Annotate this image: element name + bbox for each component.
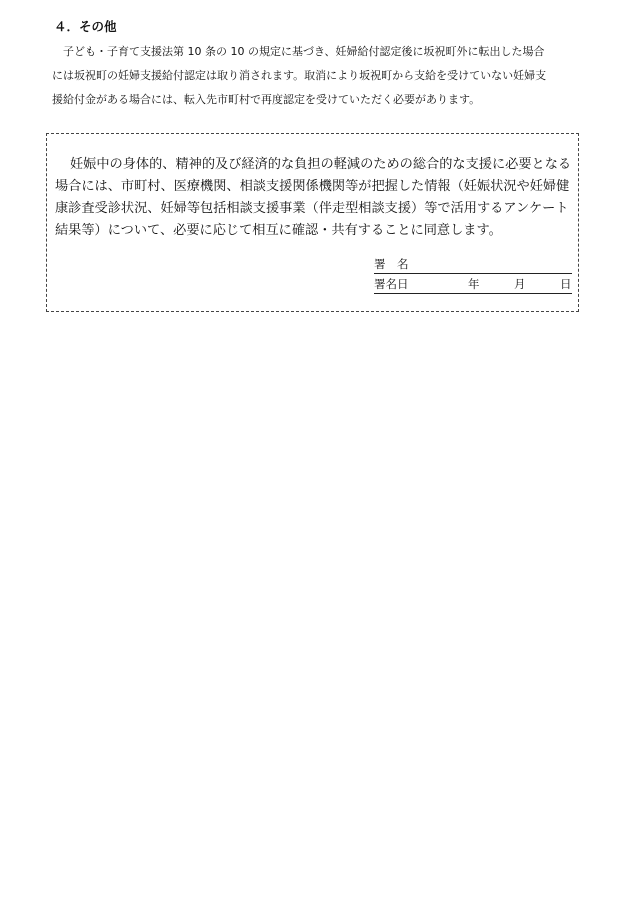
signature-field[interactable]	[374, 255, 572, 274]
section-body	[52, 40, 580, 112]
body-line: には坂祝町の妊婦支援給付認定は取り消されます。取消により坂祝町から支給を受けていない妊婦支	[52, 69, 547, 82]
consent-line: 場合には、市町村、医療機関、相談支援関係機関等が把握した情報（妊娠状況や妊婦健	[55, 179, 570, 194]
consent-statement	[55, 154, 575, 242]
section-heading: ４．その他	[54, 19, 117, 34]
day-label: 日	[560, 277, 572, 291]
body-line: 子ども・子育て支援法第 10 条の 10 の規定に基づき、妊婦給付認定後に坂祝町外に転出した場合	[63, 45, 545, 58]
signature-date-field[interactable]	[374, 275, 572, 294]
month-label: 月	[514, 277, 526, 291]
year-label: 年	[468, 277, 480, 291]
body-line: 援給付金がある場合には、転入先市町村で再度認定を受けていただく必要があります。	[52, 93, 481, 106]
consent-box	[46, 133, 579, 312]
consent-line: 妊娠中の身体的、精神的及び経済的な負担の軽減のための総合的な支援に必要となる	[70, 157, 572, 172]
consent-line: 康診査受診状況、妊婦等包括相談支援事業（伴走型相談支援）等で活用するアンケート	[55, 201, 569, 216]
signature-date-label: 署名日	[374, 277, 409, 291]
consent-line: 結果等）について、必要に応じて相互に確認・共有することに同意します。	[55, 223, 502, 238]
signature-label: 署 名	[374, 257, 409, 271]
